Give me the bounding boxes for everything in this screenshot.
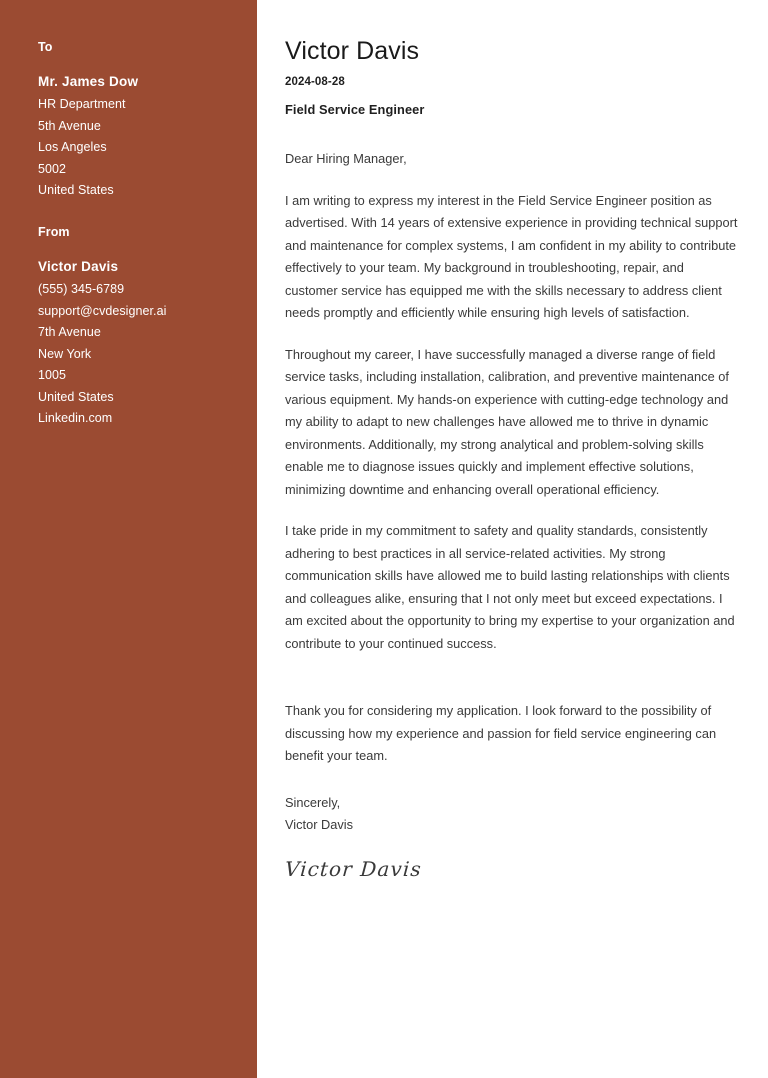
letter-paragraph: Thank you for considering my application. I look forward to the possibility of discussing how my experience and passion for field service engineering can benefit your team. — [285, 703, 717, 764]
sender-line: United States — [38, 389, 114, 404]
letter-body — [257, 0, 768, 1078]
sender-email[interactable]: support@cvdesigner.ai — [38, 303, 167, 318]
sender-line: 1005 — [38, 368, 67, 382]
recipient-line: United States — [38, 183, 114, 198]
sender-phone: (555) 345-6789 — [38, 282, 125, 296]
closing-salutation: Sincerely, — [285, 794, 341, 810]
recipient-line: HR Department — [38, 97, 126, 112]
sidebar-divider-space — [38, 202, 227, 225]
sender-heading: From — [38, 224, 70, 239]
letter-paragraph: I am writing to express my interest in the Field Service Engineer position as advertised. With 14 years of extensive experience in providing technical support and maintenance for complex systems, I am confident in my ability to contribute effectively to your team. My background in troubleshooting, repair, and customer service has equipped me with the skills necessary to address client needs promptly and efficiently while ensuring high levels of satisfaction. — [285, 192, 738, 321]
salutation: Dear Hiring Manager, — [285, 151, 407, 167]
sidebar — [0, 0, 257, 1078]
job-title: Field Service Engineer — [285, 102, 425, 118]
recipient-line: Los Angeles — [38, 140, 107, 155]
sender-section — [38, 225, 227, 430]
letter-paragraph: Throughout my career, I have successfully managed a diverse range of field service tasks, including installation, calibration, and preventive maintenance of various equipment. My hands-on experience with cutting-edge technology and my ability to adapt to new challenges have allowed me to thrive in dynamic environments. Additionally, my strong analytical and problem-solving skills enable me to diagnose issues quickly and implement effective solutions, minimizing downtime and enhancing overall operational efficiency. — [285, 346, 729, 497]
recipient-heading: To — [38, 40, 53, 54]
paragraph-spacer — [285, 674, 740, 700]
recipient-section — [38, 40, 227, 202]
page-title: Victor Davis — [285, 37, 420, 65]
recipient-line: 5th Avenue — [38, 118, 101, 133]
sender-name: Victor Davis — [38, 258, 119, 274]
sender-line: 7th Avenue — [38, 325, 101, 339]
closing-name: Victor Davis — [285, 817, 354, 833]
letter-paragraph: I take pride in my commitment to safety and quality standards, consistently adhering to best practices in all service-related activities. My strong communication skills have allowed me to build lasting relationships with clients and colleagues alike, ensuring that I not only meet but exceed expectations. I am excited about the opportunity to bring my expertise to your organization and contribute to your continued success. — [285, 523, 735, 651]
recipient-line: 5002 — [38, 161, 67, 176]
signature: Victor Davis — [284, 856, 423, 881]
recipient-name: Mr. James Dow — [38, 74, 139, 89]
sender-line: New York — [38, 346, 92, 361]
closing-block — [285, 792, 740, 837]
sender-linkedin[interactable]: Linkedin.com — [38, 411, 113, 425]
letter-date: 2024-08-28 — [285, 76, 345, 89]
